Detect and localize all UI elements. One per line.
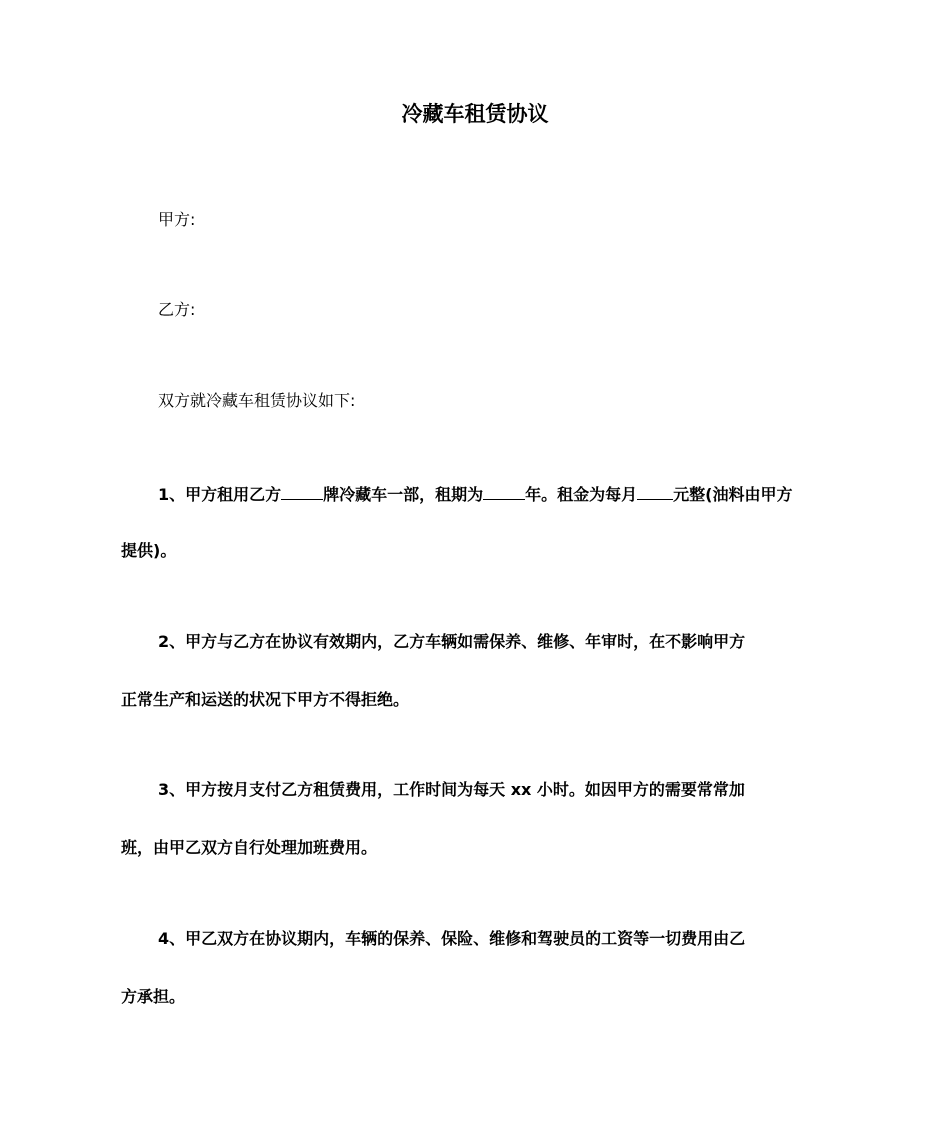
- lease-term-blank[interactable]: [483, 481, 525, 500]
- clause-1-line-1: [158, 481, 793, 507]
- clause-1-line-2: 提供)。: [121, 541, 177, 560]
- clause-3-line-2: 班，由甲乙双方自行处理加班费用。: [121, 838, 378, 857]
- clause-4-line-1: 4、甲乙双方在协议期内，车辆的保养、保险、维修和驾驶员的工资等一切费用由乙: [158, 929, 746, 948]
- party-a-label: 甲方:: [158, 210, 196, 229]
- monthly-rent-blank[interactable]: [637, 481, 673, 500]
- party-b-label: 乙方:: [158, 300, 196, 319]
- clause-1-part-3: 年。租金为每月: [525, 485, 638, 504]
- document-title: 冷藏车租赁协议: [401, 102, 549, 126]
- intro-text: 双方就冷藏车租赁协议如下:: [158, 391, 356, 410]
- clause-1-part-1: 1、甲方租用乙方: [158, 485, 282, 504]
- clause-1-part-2: 牌冷藏车一部，租期为: [323, 485, 484, 504]
- clause-2-line-2: 正常生产和运送的状况下甲方不得拒绝。: [121, 690, 410, 709]
- clause-4-line-2: 方承担。: [121, 987, 186, 1006]
- vehicle-brand-blank[interactable]: [281, 481, 323, 500]
- clause-2-line-1: 2、甲方与乙方在协议有效期内，乙方车辆如需保养、维修、年审时，在不影响甲方: [158, 632, 746, 651]
- clause-1-part-4: 元整(油料由甲方: [673, 485, 793, 504]
- clause-3-line-1: 3、甲方按月支付乙方租赁费用，工作时间为每天 xx 小时。如因甲方的需要常常加: [158, 780, 745, 799]
